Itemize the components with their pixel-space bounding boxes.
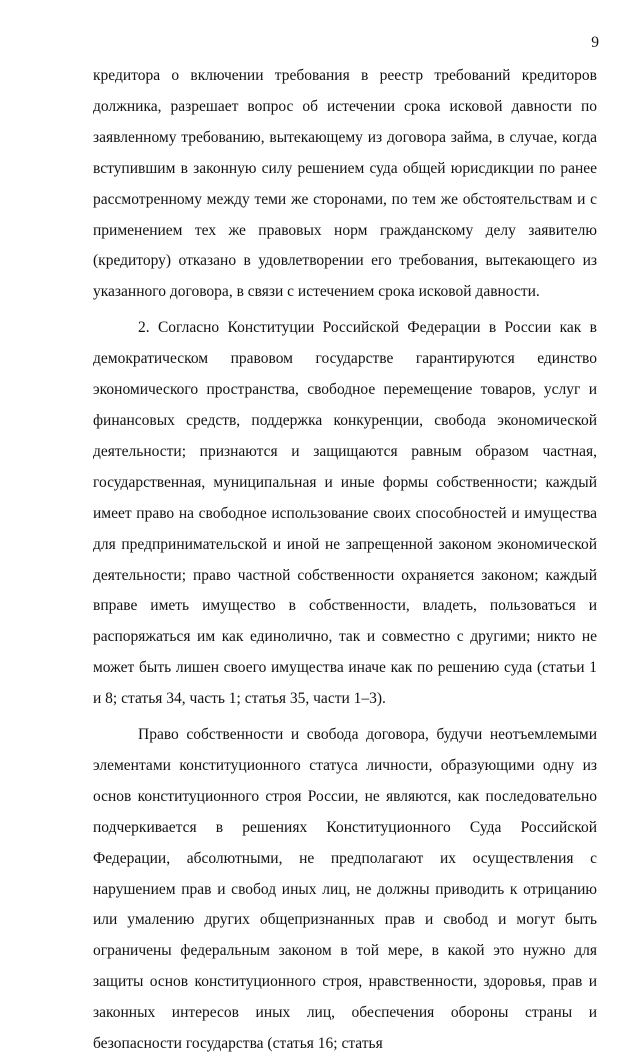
paragraph-constitution-guarantees: 2. Согласно Конституции Российской Федерации в России как в демократическом правовом государстве гарантируются единство экономического пространства, свободное перемещение товаров, услуг и финансовых средств, поддержка конкуренции, свобода экономической деятельности; признаются и защищаются равным образом частная, государственная, муниципальная и иные формы собственности; каждый имеет право на свободное использование своих способностей и имущества для предпринимательской и иной не запрещенной законом экономической деятельности; право частной собственности охраняется законом; каждый вправе иметь имущество в собственности, владеть, пользоваться и распоряжаться им как единолично, так и совместно с другими; никто не может быть лишен своего имущества иначе как по решению суда (статьи 1 и 8; статья 34, часть 1; статья 35, части 1–3). [93,319,597,708]
paragraph-continuation: кредитора о включении требования в реестр требований кредиторов должника, разрешает вопрос об истечении срока исковой давности по заявленному требованию, вытекающему из договора займа, в случае, когда вступившим в законную силу решением суда общей юрисдикции по ранее рассмотренному между теми же сторонами, по тем же обстоятельствам и с применением тех же правовых норм гражданскому делу заявителю (кредитору) отказано в удовлетворении его требования, вытекающего из указанного договора, в связи с истечением срока исковой давности. [93,67,597,301]
document-body [93,61,597,1060]
page-number: 9 [591,34,599,51]
paragraph-property-rights: Право собственности и свобода договора, будучи неотъемлемыми элементами конституционного статуса личности, образующими одну из основ конституционного строя России, не являются, как последовательно подчеркивается в решениях Конституционного Суда Российской Федерации, абсолютными, не предполагают их осуществления с нарушением прав и свобод иных лиц, не должны приводить к отрицанию или умалению других общепризнанных прав и свобод и могут быть ограничены федеральным законом в той мере, в какой это нужно для защиты основ конституционного строя, нравственности, здоровья, прав и законных интересов иных лиц, обеспечения обороны страны и безопасности государства (статья 16; статья [93,726,597,1053]
